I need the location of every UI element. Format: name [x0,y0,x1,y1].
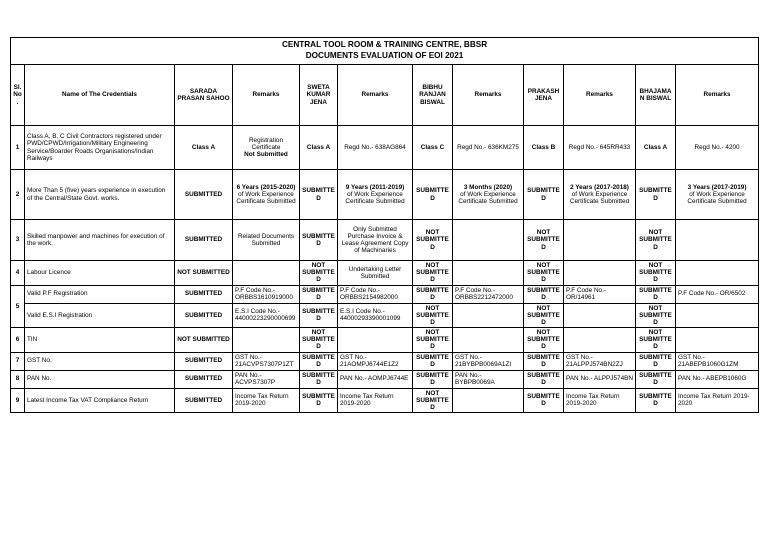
table-row [11,261,759,286]
vendor-2-remarks [338,328,413,353]
vendor-1-status: SUBMITTED [175,170,233,220]
vendor-2-remarks: Undertaking Letter Submitted [338,261,413,286]
vendor-1-remarks: E.S.I Code No.- 44000223290000699 [233,303,300,328]
vendor-2-remarks [338,170,413,220]
vendor-4-remarks: P.F Code No.- OR/14961 [564,285,636,303]
table-row [11,285,759,303]
vendor-2-status: NOT SUBMITTED [300,328,338,353]
header-credentials: Name of The Credentials [25,65,175,126]
credential-name: Valid P.F Registration [25,285,175,303]
remarks-text: of Work Experience Certificate Submitted [236,190,296,206]
header-sl: Sl. No. [11,65,25,126]
vendor-3-status: SUBMITTED [413,370,453,388]
vendor-4-remarks [564,303,636,328]
vendor-4-remarks: Regd No.- 645RR433 [564,126,636,170]
vendor-4-status: NOT SUBMITTED [524,303,564,328]
credential-name: PAN No. [25,370,175,388]
table-row [11,370,759,388]
vendor-3-status: SUBMITTED [413,285,453,303]
vendor-5-status: Class A [636,126,676,170]
vendor-5-status: SUBMITTED [636,170,676,220]
vendor-2-remarks: P.F Code No.- ORBBS2154982000 [338,285,413,303]
vendor-4-remarks [564,261,636,286]
vendor-2-remarks: GST No.- 21AOMPJ6744E1Z2 [338,352,413,370]
evaluation-table [10,37,759,413]
remarks-text: Registration Certificate [248,136,284,151]
vendor-4-status: NOT SUBMITTED [524,328,564,353]
vendor-4-remarks: PAN No.- ALPPJ574BN [564,370,636,388]
table-row [11,303,759,328]
vendor-3-remarks [453,388,524,413]
vendor-4-remarks: GST No.- 21ALPPJ574BN2ZJ [564,352,636,370]
vendor-2-remarks: Only Submitted Purchase Invoice & Lease Agreement Copy of Machinaries [338,220,413,261]
vendor-4-status: SUBMITTED [524,285,564,303]
vendor-4-status: Class B [524,126,564,170]
vendor-1-status: NOT SUBMITTED [175,328,233,353]
vendor-3-status: NOT SUBMITTED [413,303,453,328]
vendor-5-remarks: Income Tax Return 2019-2020 [676,388,759,413]
header-remarks-5: Remarks [676,65,759,126]
page-title [11,38,759,65]
vendor-5-status: NOT SUBMITTED [636,303,676,328]
credential-name: Skilled manpower and machines for execution of the work. [25,220,175,261]
row-sl: 9 [11,388,25,413]
remarks-years: 6 Years (2015-2020) [236,183,296,191]
credential-name: GST No. [25,352,175,370]
vendor-1-remarks [233,261,300,286]
vendor-5-status: SUBMITTED [636,352,676,370]
vendor-5-remarks [676,328,759,353]
header-vendor-3: BIBHU RANJAN BISWAL [413,65,453,126]
vendor-4-remarks [564,220,636,261]
vendor-5-status: NOT SUBMITTED [636,220,676,261]
credential-name: Labour Licence [25,261,175,286]
vendor-5-remarks: GST No.- 21ABEPB1060G1ZM [676,352,759,370]
vendor-1-remarks: Income Tax Return 2019-2020 [233,388,300,413]
vendor-5-remarks [676,220,759,261]
vendor-3-remarks: Regd No.- 636KM275 [453,126,524,170]
vendor-5-remarks: PAN No.- ABEPB1060G [676,370,759,388]
vendor-2-status: SUBMITTED [300,388,338,413]
vendor-1-status: SUBMITTED [175,370,233,388]
credential-name: TIN [25,328,175,353]
credential-name: Class A, B, C Civil Contractors registered under PWD/CPWD/Irrigation/Military Engineering Service/Boarder Roads Organisations/Indian Railways [25,126,175,170]
vendor-5-remarks: P.F Code No.- OR/6502 [676,285,759,303]
row-sl: 3 [11,220,25,261]
vendor-1-status: SUBMITTED [175,388,233,413]
header-remarks-4: Remarks [564,65,636,126]
vendor-4-remarks [564,170,636,220]
remarks-text: of Work Experience Certificate Submitted [345,190,405,206]
vendor-1-status: SUBMITTED [175,352,233,370]
vendor-2-status: SUBMITTED [300,285,338,303]
vendor-2-status: SUBMITTED [300,352,338,370]
remarks-years: 2 Years (2017-2018) [570,183,629,191]
vendor-2-status: Class A [300,126,338,170]
vendor-3-remarks [453,303,524,328]
remarks-text: of Work Experience Certificate Submitted [458,190,518,206]
row-sl: 7 [11,352,25,370]
remarks-years: 3 Months (2020) [463,183,513,191]
row-sl: 4 [11,261,25,286]
table-row [11,352,759,370]
credential-name: Latest Income Tax VAT Compliance Return [25,388,175,413]
row-sl: 5 [11,285,25,328]
title-line-1: CENTRAL TOOL ROOM & TRAINING CENTRE, BBSR [281,40,488,50]
vendor-5-status: SUBMITTED [636,285,676,303]
header-vendor-2: SWETA KUMAR JENA [300,65,338,126]
title-row [11,38,759,65]
vendor-5-remarks: Regd No.- 4200 [676,126,759,170]
vendor-1-status: SUBMITTED [175,220,233,261]
vendor-2-status: NOT SUBMITTED [300,261,338,286]
vendor-3-remarks [453,170,524,220]
vendor-3-status: NOT SUBMITTED [413,261,453,286]
row-sl: 2 [11,170,25,220]
vendor-3-status: NOT SUBMITTED [413,328,453,353]
remarks-years: 3 Years (2017-2019) [687,183,747,191]
vendor-1-remarks: GST No.- 21ACVPS7307P1ZT [233,352,300,370]
vendor-1-status: NOT SUBMITTED [175,261,233,286]
vendor-4-status: SUBMITTED [524,352,564,370]
vendor-2-status: SUBMITTED [300,370,338,388]
header-row [11,65,759,126]
vendor-3-status: SUBMITTED [413,170,453,220]
title-line-2: DOCUMENTS EVALUATION OF EOI 2021 [305,51,464,60]
vendor-4-status: NOT SUBMITTED [524,261,564,286]
vendor-2-status: SUBMITTED [300,303,338,328]
remarks-note: Not Submitted [244,151,288,159]
vendor-1-remarks: P.F Code No.- ORBBS1610919000 [233,285,300,303]
row-sl: 1 [11,126,25,170]
vendor-4-remarks: Income Tax Return 2019-2020 [564,388,636,413]
vendor-4-status: SUBMITTED [524,170,564,220]
remarks-text: of Work Experience Certificate Submitted [687,190,747,206]
remarks-years: 9 Years (2011-2019) [345,183,405,191]
header-vendor-5: BHAJAMAN BISWAL [636,65,676,126]
remarks-text: of Work Experience Certificate Submitted [569,190,630,206]
credential-name: More Than 5 (five) years experience in execution of the Central/State Govt. works. [25,170,175,220]
vendor-4-remarks [564,328,636,353]
header-vendor-4: PRAKASH JENA [524,65,564,126]
vendor-5-remarks [676,303,759,328]
row-sl: 6 [11,328,25,353]
table-row [11,388,759,413]
vendor-3-remarks [453,328,524,353]
vendor-5-status: NOT SUBMITTED [636,261,676,286]
header-remarks-2: Remarks [338,65,413,126]
table-row [11,126,759,170]
credential-name: Valid E.S.I Registration [25,303,175,328]
vendor-5-status: NOT SUBMITTED [636,328,676,353]
vendor-4-status: SUBMITTED [524,388,564,413]
vendor-5-status: SUBMITTED [636,370,676,388]
table-row [11,220,759,261]
table-row [11,328,759,353]
vendor-2-remarks: Income Tax Return 2019-2020 [338,388,413,413]
vendor-1-status: Class A [175,126,233,170]
header-remarks-1: Remarks [233,65,300,126]
vendor-2-status: SUBMITTED [300,170,338,220]
header-remarks-3: Remarks [453,65,524,126]
vendor-1-status: SUBMITTED [175,303,233,328]
vendor-1-remarks [233,126,300,170]
header-vendor-1: SARADA PRASAN SAHOO [175,65,233,126]
table-row [11,170,759,220]
vendor-3-status: NOT SUBMITTED [413,388,453,413]
vendor-3-remarks: P.F Code No.- ORBBS2212472000 [453,285,524,303]
vendor-5-status: SUBMITTED [636,388,676,413]
vendor-2-status: SUBMITTED [300,220,338,261]
vendor-3-status: NOT SUBMITTED [413,220,453,261]
vendor-4-status: SUBMITTED [524,370,564,388]
vendor-3-remarks: GST No.- 21BYBPB0069A1ZI [453,352,524,370]
vendor-5-remarks [676,170,759,220]
vendor-1-remarks: Related Documents Submitted [233,220,300,261]
vendor-1-remarks: PAN No.- ACVPS7307P [233,370,300,388]
vendor-1-status: SUBMITTED [175,285,233,303]
vendor-1-remarks [233,170,300,220]
vendor-3-remarks [453,261,524,286]
vendor-3-remarks: PAN No.- BYBPB0069A [453,370,524,388]
vendor-2-remarks: E.S.I Code No.- 44000293390001099 [338,303,413,328]
vendor-2-remarks: Regd No.- 638AG864 [338,126,413,170]
vendor-4-status: NOT SUBMITTED [524,220,564,261]
vendor-2-remarks: PAN No.- AOMPJ6744E [338,370,413,388]
vendor-3-status: SUBMITTED [413,352,453,370]
vendor-3-remarks [453,220,524,261]
vendor-5-remarks [676,261,759,286]
vendor-1-remarks [233,328,300,353]
vendor-3-status: Class C [413,126,453,170]
row-sl: 8 [11,370,25,388]
